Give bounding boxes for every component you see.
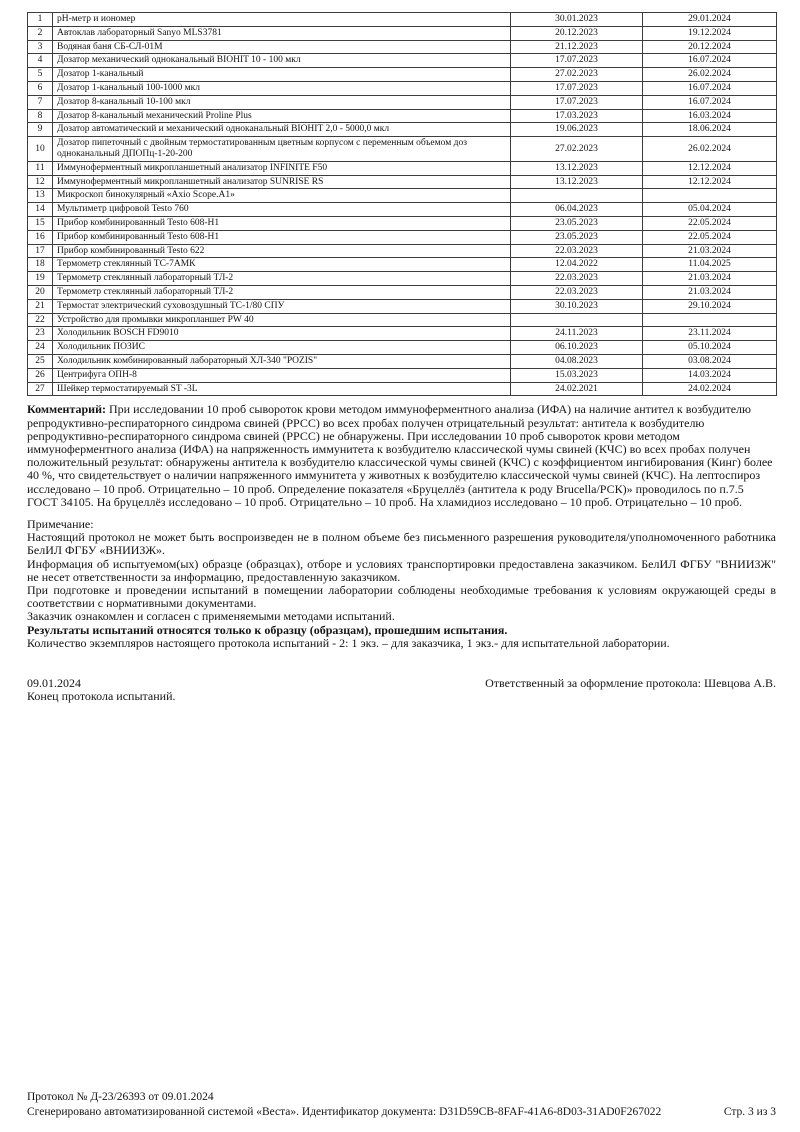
verification-date-cell: 21.12.2023 <box>511 40 643 54</box>
next-verification-date-cell: 29.10.2024 <box>643 299 777 313</box>
comment-label: Комментарий: <box>27 402 107 417</box>
next-verification-date-cell: 23.11.2024 <box>643 327 777 341</box>
equipment-name-cell: Термометр стеклянный лабораторный ТЛ-2 <box>53 272 511 286</box>
verification-date-cell: 23.05.2023 <box>511 216 643 230</box>
next-verification-date-cell: 05.04.2024 <box>643 203 777 217</box>
equipment-name-cell: Холодильник ПОЗИС <box>53 341 511 355</box>
next-verification-date-cell: 29.01.2024 <box>643 13 777 27</box>
row-number-cell: 26 <box>28 368 53 382</box>
notes-list <box>27 531 776 623</box>
equipment-name-cell: Дозатор 1-канальный <box>53 68 511 82</box>
next-verification-date-cell: 16.07.2024 <box>643 54 777 68</box>
page-footer <box>27 1090 776 1120</box>
row-number-cell: 22 <box>28 313 53 327</box>
row-number-cell: 24 <box>28 341 53 355</box>
verification-date-cell: 17.03.2023 <box>511 109 643 123</box>
verification-date-cell: 17.07.2023 <box>511 81 643 95</box>
row-number-cell: 2 <box>28 26 53 40</box>
note-item: Информация об испытуемом(ых) образце (образцах), отборе и условиях транспортировки предоставлена заказчиком. БелИЛ ФГБУ "ВНИИЗЖ" не несет ответственности за информацию, предоставленную заказчиком. <box>27 556 776 584</box>
next-verification-date-cell: 16.07.2024 <box>643 95 777 109</box>
equipment-name-cell: Иммуноферментный микропланшетный анализатор SUNRISE RS <box>53 175 511 189</box>
notes-section <box>27 518 776 650</box>
equipment-name-cell: Шейкер термостатируемый ST -3L <box>53 382 511 396</box>
table-row <box>28 40 777 54</box>
table-row <box>28 95 777 109</box>
row-number-cell: 12 <box>28 175 53 189</box>
row-number-cell: 19 <box>28 272 53 286</box>
next-verification-date-cell: 21.03.2024 <box>643 285 777 299</box>
table-row <box>28 244 777 258</box>
verification-date-cell: 17.07.2023 <box>511 54 643 68</box>
verification-date-cell: 20.12.2023 <box>511 26 643 40</box>
table-row <box>28 175 777 189</box>
row-number-cell: 27 <box>28 382 53 396</box>
table-row <box>28 189 777 203</box>
verification-date-cell: 15.03.2023 <box>511 368 643 382</box>
row-number-cell: 13 <box>28 189 53 203</box>
protocol-date: 09.01.2024 <box>27 675 81 690</box>
equipment-name-cell: Дозатор 8-канальный 10-100 мкл <box>53 95 511 109</box>
next-verification-date-cell: 22.05.2024 <box>643 230 777 244</box>
table-row <box>28 26 777 40</box>
table-row <box>28 313 777 327</box>
verification-date-cell: 30.10.2023 <box>511 299 643 313</box>
comment-text: При исследовании 10 проб сывороток крови методом иммуноферментного анализа (ИФА) на наличие антител к возбудителю репродуктивно-респираторного синдрома свиней (РРСС) во всех пробах получен отрицательный результат: антитела к возбудителю репродуктивно-респираторного синдрома свиней (РРСС) не обнаружены. При исследовании 10 проб сывороток крови методом иммуноферментного анализа (ИФА) на напряженность иммунитета к возбудителю классической чумы свиней (КЧС) во всех пробах получен положительный результат: обнаружены антитела к возбудителю классической чумы свиней (КЧС) с коэффициентом ингибирования (Кинг) более 40 %, что свидетельствует о наличии напряженного иммунитета у животных к возбудителю классической чумы свиней (КЧС). На лептоспироз исследовано – 10 проб. Отрицательно – 10 проб. Определение показателя «Бруцеллёз (антитела к роду Brucella/РСК)» проводилось по п.7.5 ГОСТ 34105. На бруцеллёз исследовано – 10 проб. Отрицательно – 10 проб. На хламидиоз исследовано – 10 проб. Отрицательно – 10 проб. <box>27 402 773 509</box>
next-verification-date-cell: 21.03.2024 <box>643 244 777 258</box>
verification-date-cell <box>511 313 643 327</box>
equipment-name-cell: pH-метр и иономер <box>53 13 511 27</box>
row-number-cell: 7 <box>28 95 53 109</box>
verification-date-cell: 23.05.2023 <box>511 230 643 244</box>
next-verification-date-cell: 19.12.2024 <box>643 26 777 40</box>
notes-label: Примечание: <box>27 516 94 531</box>
table-row <box>28 382 777 396</box>
next-verification-date-cell: 16.07.2024 <box>643 81 777 95</box>
equipment-name-cell: Прибор комбинированный Testo 608-H1 <box>53 230 511 244</box>
row-number-cell: 15 <box>28 216 53 230</box>
footer-protocol-number: Протокол № Д-23/26393 от 09.01.2024 <box>27 1091 214 1103</box>
equipment-name-cell: Термометр стеклянный ТС-7АМК <box>53 258 511 272</box>
row-number-cell: 16 <box>28 230 53 244</box>
row-number-cell: 8 <box>28 109 53 123</box>
next-verification-date-cell: 21.03.2024 <box>643 272 777 286</box>
next-verification-date-cell: 11.04.2025 <box>643 258 777 272</box>
row-number-cell: 21 <box>28 299 53 313</box>
table-row <box>28 354 777 368</box>
table-row <box>28 272 777 286</box>
verification-date-cell: 12.04.2022 <box>511 258 643 272</box>
footer-page-number: Стр. 3 из 3 <box>723 1106 776 1118</box>
next-verification-date-cell: 12.12.2024 <box>643 175 777 189</box>
table-row <box>28 368 777 382</box>
next-verification-date-cell: 22.05.2024 <box>643 216 777 230</box>
equipment-name-cell: Устройство для промывки микропланшет PW 40 <box>53 313 511 327</box>
equipment-name-cell: Холодильник комбинированный лабораторный ХЛ-340 "POZIS" <box>53 354 511 368</box>
equipment-name-cell: Прибор комбинированный Testo 608-H1 <box>53 216 511 230</box>
verification-date-cell: 30.01.2023 <box>511 13 643 27</box>
equipment-name-cell: Мультиметр цифровой Testo 760 <box>53 203 511 217</box>
equipment-name-cell: Дозатор 1-канальный 100-1000 мкл <box>53 81 511 95</box>
next-verification-date-cell: 20.12.2024 <box>643 40 777 54</box>
row-number-cell: 5 <box>28 68 53 82</box>
next-verification-date-cell: 05.10.2024 <box>643 341 777 355</box>
equipment-name-cell: Термостат электрический суховоздушный ТС-1/80 СПУ <box>53 299 511 313</box>
next-verification-date-cell: 14.03.2024 <box>643 368 777 382</box>
copies-statement: Количество экземпляров настоящего протокола испытаний - 2: 1 экз. – для заказчика, 1 экз.- для испытательной лаборатории. <box>27 635 670 650</box>
next-verification-date-cell: 16.03.2024 <box>643 109 777 123</box>
row-number-cell: 6 <box>28 81 53 95</box>
note-item: Настоящий протокол не может быть воспроизведен не в полном объеме без письменного разрешения руководителя/уполномоченного работника БелИЛ ФГБУ «ВНИИЗЖ». <box>27 530 776 558</box>
equipment-name-cell: Микроскоп бинокулярный «Axio Scope.A1» <box>53 189 511 203</box>
row-number-cell: 14 <box>28 203 53 217</box>
equipment-name-cell: Водяная баня СБ-СЛ-01М <box>53 40 511 54</box>
table-row <box>28 13 777 27</box>
equipment-name-cell: Автоклав лабораторный Sanyo MLS3781 <box>53 26 511 40</box>
table-row <box>28 109 777 123</box>
table-row <box>28 299 777 313</box>
row-number-cell: 4 <box>28 54 53 68</box>
table-row <box>28 258 777 272</box>
verification-date-cell: 27.02.2023 <box>511 137 643 162</box>
row-number-cell: 11 <box>28 161 53 175</box>
responsible-person: Ответственный за оформление протокола: Шевцова А.В. <box>485 675 776 690</box>
equipment-name-cell: Прибор комбинированный Testo 622 <box>53 244 511 258</box>
next-verification-date-cell <box>643 189 777 203</box>
verification-date-cell <box>511 189 643 203</box>
verification-date-cell: 27.02.2023 <box>511 68 643 82</box>
table-row <box>28 216 777 230</box>
table-row <box>28 341 777 355</box>
next-verification-date-cell: 26.02.2024 <box>643 137 777 162</box>
table-row <box>28 137 777 162</box>
row-number-cell: 20 <box>28 285 53 299</box>
footer-generated-line: Сгенерировано автоматизированной системой «Веста». Идентификатор документа: D31D59CB-8FAF-41A6-8D03-31AD0F267022 <box>27 1106 662 1118</box>
table-row <box>28 123 777 137</box>
table-row <box>28 285 777 299</box>
results-statement: Результаты испытаний относятся только к образцу (образцам), прошедшим испытания. <box>27 622 508 637</box>
end-of-protocol: Конец протокола испытаний. <box>27 689 176 704</box>
equipment-name-cell: Дозатор 8-канальный механический Proline Plus <box>53 109 511 123</box>
equipment-name-cell: Термометр стеклянный лабораторный ТЛ-2 <box>53 285 511 299</box>
table-row <box>28 161 777 175</box>
equipment-table <box>27 12 777 396</box>
verification-date-cell: 24.11.2023 <box>511 327 643 341</box>
next-verification-date-cell: 03.08.2024 <box>643 354 777 368</box>
verification-date-cell: 17.07.2023 <box>511 95 643 109</box>
row-number-cell: 3 <box>28 40 53 54</box>
equipment-name-cell: Дозатор автоматический и механический одноканальный BIOHIT 2,0 - 5000,0 мкл <box>53 123 511 137</box>
row-number-cell: 1 <box>28 13 53 27</box>
table-row <box>28 54 777 68</box>
row-number-cell: 10 <box>28 137 53 162</box>
verification-date-cell: 04.08.2023 <box>511 354 643 368</box>
table-row <box>28 327 777 341</box>
equipment-name-cell: Иммуноферментный микропланшетный анализатор INFINITE F50 <box>53 161 511 175</box>
equipment-name-cell: Холодильник BOSCH FD9010 <box>53 327 511 341</box>
row-number-cell: 25 <box>28 354 53 368</box>
verification-date-cell: 13.12.2023 <box>511 161 643 175</box>
comment-paragraph <box>27 403 776 509</box>
next-verification-date-cell: 24.02.2024 <box>643 382 777 396</box>
equipment-name-cell: Дозатор механический одноканальный BIOHIT 10 - 100 мкл <box>53 54 511 68</box>
verification-date-cell: 22.03.2023 <box>511 285 643 299</box>
equipment-table-body <box>28 13 777 396</box>
verification-date-cell: 22.03.2023 <box>511 272 643 286</box>
row-number-cell: 18 <box>28 258 53 272</box>
next-verification-date-cell: 18.06.2024 <box>643 123 777 137</box>
table-row <box>28 203 777 217</box>
row-number-cell: 17 <box>28 244 53 258</box>
next-verification-date-cell <box>643 313 777 327</box>
verification-date-cell: 13.12.2023 <box>511 175 643 189</box>
row-number-cell: 23 <box>28 327 53 341</box>
verification-date-cell: 06.04.2023 <box>511 203 643 217</box>
table-row <box>28 68 777 82</box>
table-row <box>28 81 777 95</box>
equipment-name-cell: Центрифуга ОПН-8 <box>53 368 511 382</box>
verification-date-cell: 22.03.2023 <box>511 244 643 258</box>
next-verification-date-cell: 12.12.2024 <box>643 161 777 175</box>
next-verification-date-cell: 26.02.2024 <box>643 68 777 82</box>
row-number-cell: 9 <box>28 123 53 137</box>
table-row <box>28 230 777 244</box>
note-item: При подготовке и проведении испытаний в помещении лаборатории соблюдены необходимые требования к условиям окружающей среды в соответствии с нормативными документами. <box>27 582 776 611</box>
verification-date-cell: 06.10.2023 <box>511 341 643 355</box>
verification-date-cell: 19.06.2023 <box>511 123 643 137</box>
verification-date-cell: 24.02.2021 <box>511 382 643 396</box>
note-item: Заказчик ознакомлен и согласен с применяемыми методами испытаний. <box>27 609 395 624</box>
equipment-name-cell: Дозатор пипеточный с двойным термостатированным цветным корпусом с переменным объемом доз одноканальный ДПОПц-1-20-200 <box>53 137 511 162</box>
